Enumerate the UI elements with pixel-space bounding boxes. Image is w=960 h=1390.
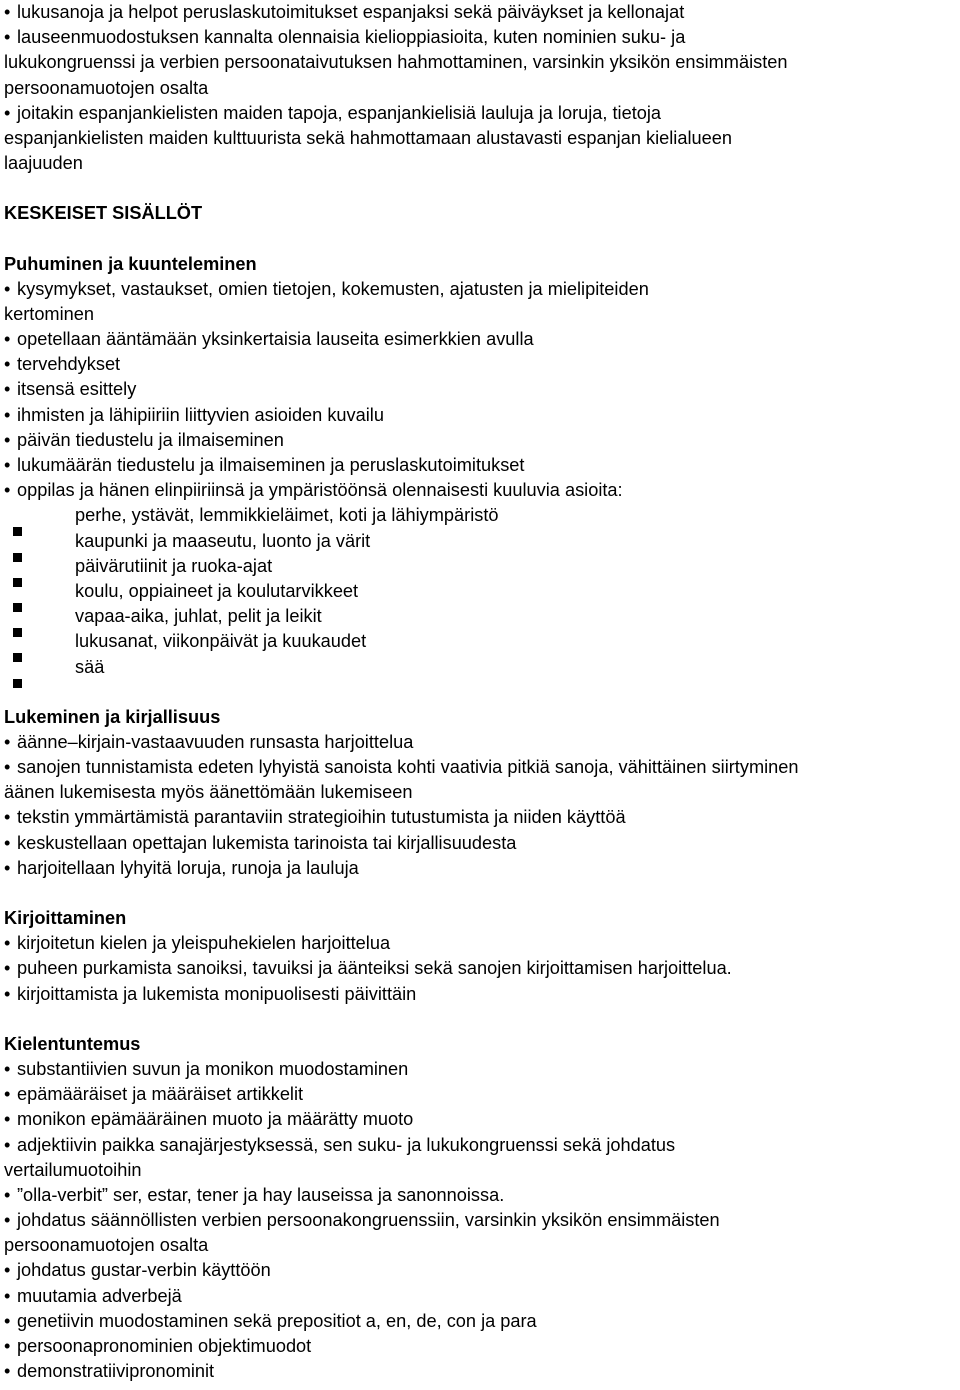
list-item-text: persoonamuotojen osalta — [4, 77, 209, 98]
list-item-continuation — [4, 302, 960, 327]
sub-list-item — [4, 604, 960, 629]
list-item — [4, 1284, 960, 1309]
bullet-icon: • — [4, 1109, 11, 1130]
section-lukeminen — [4, 705, 960, 881]
list-item-text: joitakin espanjankielisten maiden tapoja, espanjankielisiä lauluja ja loruja, tietoja — [17, 102, 662, 123]
list-item-continuation — [4, 50, 960, 75]
bullet-icon: • — [4, 1084, 11, 1105]
section-heading: Puhuminen ja kuunteleminen — [4, 253, 257, 274]
bullet-icon: • — [4, 480, 11, 501]
sub-list-item-text: perhe, ystävät, lemmikkieläimet, koti ja lähiympäristö — [75, 505, 499, 526]
bullet-icon: • — [4, 1361, 11, 1382]
bullet-icon: • — [4, 857, 11, 878]
list-item-text: persoonapronominien objektimuodot — [17, 1336, 312, 1356]
bullet-icon: • — [4, 27, 11, 48]
list-item — [4, 931, 960, 956]
bullet-icon: • — [4, 329, 11, 350]
list-item-text: lauseenmuodostuksen kannalta olennaisia kielioppiasioita, kuten nominien suku- ja — [17, 27, 686, 48]
list-item-continuation — [4, 1233, 960, 1258]
bullet-icon: • — [4, 102, 11, 123]
list-item-text: opetellaan ääntämään yksinkertaisia lauseita esimerkkien avulla — [17, 329, 534, 350]
sub-list-item-text: vapaa-aika, juhlat, pelit ja leikit — [75, 606, 322, 627]
list-item — [4, 1334, 960, 1359]
list-item — [4, 856, 960, 881]
list-item — [4, 956, 960, 981]
list-item-text: tekstin ymmärtämistä parantaviin strategioihin tutustumista ja niiden käyttöä — [17, 807, 626, 828]
bullet-icon: • — [4, 278, 11, 299]
bullet-icon: • — [4, 1058, 11, 1079]
list-item-text: harjoitellaan lyhyitä loruja, runoja ja lauluja — [17, 857, 359, 878]
list-item-text: johdatus gustar-verbin käyttöön — [17, 1260, 271, 1281]
list-item-text: äänen lukemisesta myös äänettömään lukemiseen — [4, 782, 413, 803]
list-item-text: ”olla-verbit” ser, estar, tener ja hay lauseissa ja sanonnoissa. — [17, 1184, 505, 1205]
sub-list-item — [4, 503, 960, 528]
list-item — [4, 403, 960, 428]
list-item-text: muutamia adverbejä — [17, 1285, 182, 1306]
list-item-text: sanojen tunnistamista edeten lyhyistä sanoista kohti vaativia pitkiä sanoja, vähittäinen siirtyminen — [17, 757, 799, 778]
sub-list-item — [4, 554, 960, 579]
bullet-icon: • — [4, 1310, 11, 1331]
bullet-icon: • — [4, 1285, 11, 1306]
list-item — [4, 377, 960, 402]
section-heading: Kirjoittaminen — [4, 908, 127, 928]
bullet-icon: • — [4, 1210, 11, 1231]
list-item — [4, 1183, 960, 1208]
list-item-text: puheen purkamista sanoiksi, tavuiksi ja äänteiksi sekä sanojen kirjoittamisen harjoittelua. — [17, 958, 732, 979]
bullet-icon: • — [4, 379, 11, 400]
list-item-text: itsensä esittely — [17, 379, 137, 400]
bullet-icon: • — [4, 958, 11, 979]
sub-list-item-text: lukusanat, viikonpäivät ja kuukaudet — [75, 631, 367, 652]
list-item — [4, 1082, 960, 1107]
list-item — [4, 1057, 960, 1082]
list-item — [4, 1309, 960, 1334]
list-item-text: adjektiivin paikka sanajärjestyksessä, sen suku- ja lukukongruenssi sekä johdatus — [17, 1134, 676, 1155]
list-item-text: genetiivin muodostaminen sekä prepositiot a, en, de, con ja para — [17, 1310, 537, 1331]
list-item-text: laajuuden — [4, 153, 83, 174]
list-item — [4, 0, 960, 25]
bullet-icon: • — [4, 1336, 11, 1356]
bullet-icon: • — [4, 1134, 11, 1155]
list-item — [4, 1208, 960, 1233]
sub-list-item — [4, 629, 960, 654]
list-item — [4, 277, 960, 302]
bullet-icon: • — [4, 757, 11, 778]
bullet-icon: • — [4, 455, 11, 475]
list-item — [4, 101, 960, 126]
section-heading: Lukeminen ja kirjallisuus — [4, 706, 221, 727]
list-item-text: vertailumuotoihin — [4, 1159, 142, 1180]
list-item-text: persoonamuotojen osalta — [4, 1235, 209, 1256]
bullet-icon: • — [4, 983, 11, 1004]
bullet-icon: • — [4, 807, 11, 828]
list-item-text: lukukongruenssi ja verbien persoonataivutuksen hahmottaminen, varsinkin yksikön ensimmäisten — [4, 52, 788, 73]
list-item-text: lukusanoja ja helpot peruslaskutoimitukset espanjaksi sekä päiväykset ja kellonajat — [17, 2, 685, 22]
bullet-icon: • — [4, 354, 11, 375]
bullet-icon: • — [4, 832, 11, 853]
sub-list-item — [4, 529, 960, 554]
list-item-text: äänne–kirjain-vastaavuuden runsasta harjoittelua — [17, 731, 414, 752]
intro-list — [4, 0, 960, 176]
section-kielentuntemus — [4, 1032, 960, 1385]
list-item — [4, 1359, 960, 1384]
bullet-icon: • — [4, 731, 11, 752]
list-item-text: kertominen — [4, 303, 94, 324]
list-item-text: kysymykset, vastaukset, omien tietojen, kokemusten, ajatusten ja mielipiteiden — [17, 278, 649, 299]
section-heading: Kielentuntemus — [4, 1033, 141, 1054]
list-item-text: epämääräiset ja määräiset artikkelit — [17, 1084, 304, 1105]
section-kirjoittaminen — [4, 906, 960, 1007]
list-item-text: keskustellaan opettajan lukemista tarinoista tai kirjallisuudesta — [17, 832, 517, 853]
main-heading: KESKEISET SISÄLLÖT — [4, 203, 203, 224]
list-item — [4, 478, 960, 503]
list-item — [4, 428, 960, 453]
list-item-text: päivän tiedustelu ja ilmaiseminen — [17, 429, 284, 450]
list-item — [4, 831, 960, 856]
list-item-continuation — [4, 126, 960, 151]
list-item-text: substantiivien suvun ja monikon muodostaminen — [17, 1058, 409, 1079]
list-item-text: monikon epämääräinen muoto ja määrätty muoto — [17, 1109, 414, 1130]
sub-list-item — [4, 655, 960, 680]
list-item-text: demonstratiivipronominit — [17, 1361, 215, 1382]
list-item-continuation — [4, 780, 960, 805]
section-puhuminen — [4, 252, 960, 680]
list-item-text: espanjankielisten maiden kulttuurista sekä hahmottamaan alustavasti espanjan kielialueen — [4, 127, 732, 148]
list-item — [4, 327, 960, 352]
list-item — [4, 1133, 960, 1158]
list-item — [4, 1107, 960, 1132]
list-item — [4, 730, 960, 755]
list-item-text: johdatus säännöllisten verbien persoonakongruenssiin, varsinkin yksikön ensimmäisten — [17, 1210, 720, 1231]
sub-list-item-text: kaupunki ja maaseutu, luonto ja värit — [75, 530, 371, 551]
list-item — [4, 982, 960, 1007]
list-item-text: kirjoittamista ja lukemista monipuolisesti päivittäin — [17, 983, 417, 1004]
bullet-icon: • — [4, 404, 11, 425]
list-item-continuation — [4, 76, 960, 101]
sub-list-item-text: koulu, oppiaineet ja koulutarvikkeet — [75, 580, 359, 601]
list-item — [4, 1258, 960, 1283]
list-item-text: tervehdykset — [17, 354, 121, 375]
list-item-continuation — [4, 1158, 960, 1183]
list-item — [4, 755, 960, 780]
list-item — [4, 25, 960, 50]
list-item-text: oppilas ja hänen elinpiiriinsä ja ympäristöönsä olennaisesti kuuluvia asioita: — [17, 480, 623, 501]
list-item-text: lukumäärän tiedustelu ja ilmaiseminen ja peruslaskutoimitukset — [17, 455, 525, 475]
list-item-text: ihmisten ja lähipiiriin liittyvien asioiden kuvailu — [17, 404, 384, 425]
list-item — [4, 453, 960, 478]
bullet-icon: • — [4, 2, 11, 22]
bullet-icon: • — [4, 1184, 11, 1205]
sub-list-item — [4, 579, 960, 604]
list-item — [4, 805, 960, 830]
bullet-icon: • — [4, 933, 11, 954]
list-item-continuation — [4, 151, 960, 176]
list-item — [4, 352, 960, 377]
sub-list-item-text: sää — [75, 656, 105, 677]
list-item-text: kirjoitetun kielen ja yleispuhekielen harjoittelua — [17, 933, 391, 954]
bullet-icon: • — [4, 1260, 11, 1281]
sub-list-item-text: päivärutiinit ja ruoka-ajat — [75, 555, 273, 576]
bullet-icon: • — [4, 429, 11, 450]
